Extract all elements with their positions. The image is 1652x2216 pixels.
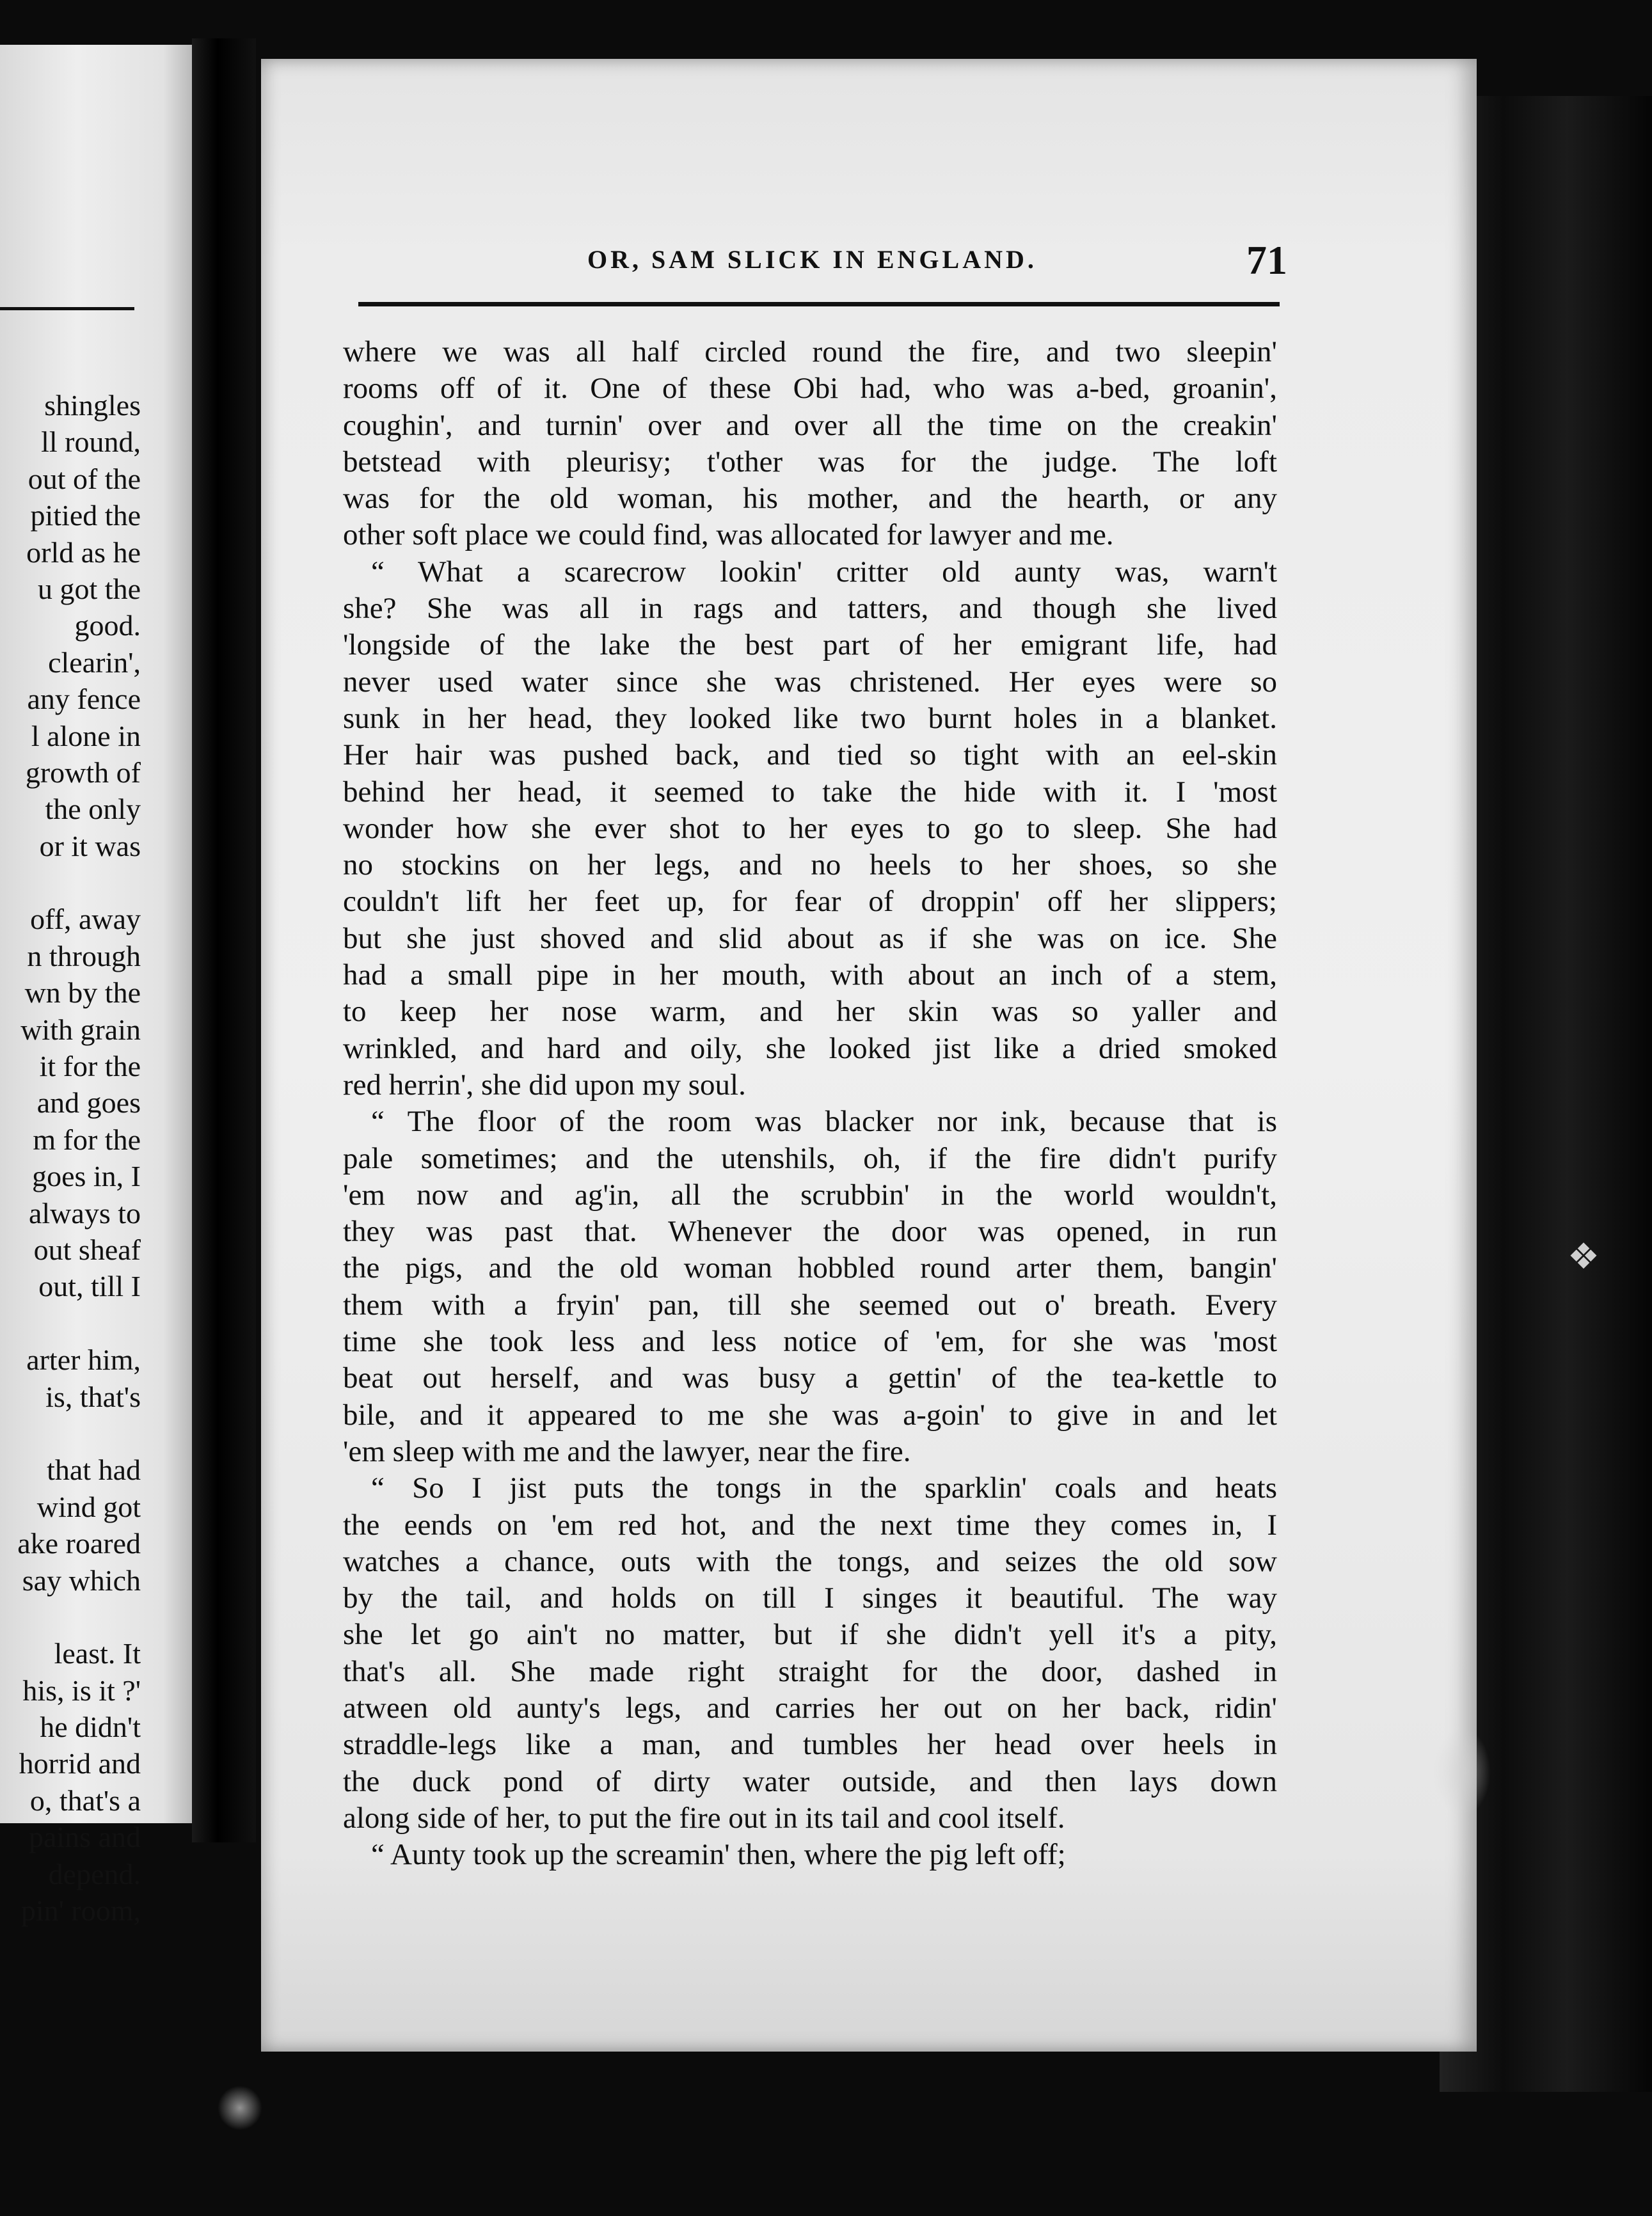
text-line: where we was all half circled round the fire, and two sleepin' [343, 335, 1277, 368]
previous-page-line: he didn't [40, 1711, 141, 1744]
text-line: never used water since she was christened. Her eyes were so [343, 665, 1277, 699]
text-line: watches a chance, outs with the tongs, and seizes the old sow [343, 1544, 1277, 1578]
previous-page-text [0, 387, 141, 1929]
previous-page-line: good. [74, 609, 141, 642]
page-body-text [343, 334, 1277, 1873]
text-line: “ The floor of the room was blacker nor ink, because that is [371, 1105, 1277, 1139]
page-smudge [1433, 1727, 1491, 1817]
binding-ornament-icon: ❖ [1567, 1236, 1600, 1278]
previous-page-line: least. It [54, 1637, 141, 1670]
previous-page-line: orld as he [26, 535, 141, 569]
text-line: rooms off of it. One of these Obi had, who was a-bed, groanin', [343, 372, 1277, 406]
previous-page-gap [0, 864, 141, 901]
previous-page-line: say which [22, 1563, 141, 1597]
text-line: wonder how she ever shot to her eyes to go to sleep. She had [343, 811, 1277, 845]
text-line: betstead with pleurisy; t'other was for the judge. The loft [343, 445, 1277, 479]
text-line: them with a fryin' pan, till she seemed out o' breath. Every [343, 1288, 1277, 1322]
previous-page-line: pitied the [30, 499, 141, 532]
text-line: along side of her, to put the fire out in its tail and cool itself. [343, 1801, 1065, 1835]
previous-page-line: ll round, [41, 425, 141, 459]
text-line: beat out herself, and was busy a gettin' of the tea-kettle to [343, 1361, 1277, 1395]
text-line: other soft place we could find, was allocated for lawyer and me. [343, 518, 1114, 552]
previous-page-line: u got the [38, 572, 141, 605]
text-line: no stockins on her legs, and no heels to her shoes, so she [343, 848, 1277, 882]
book-gutter [192, 38, 256, 1842]
previous-page-line: wind got [36, 1490, 141, 1523]
previous-page-line: is, that's [45, 1380, 141, 1413]
previous-page-line: any fence [27, 683, 141, 716]
text-line: “ Aunty took up the screamin' then, where the pig left off; [371, 1838, 1066, 1872]
previous-page-line: pin' room, [20, 1894, 141, 1927]
previous-page-rule [0, 307, 134, 310]
text-line: 'em now and ag'in, all the scrubbin' in the world wouldn't, [343, 1178, 1277, 1212]
previous-page-gap [0, 1599, 141, 1635]
previous-page-gap [0, 1305, 141, 1341]
text-line: sunk in her head, they looked like two burnt holes in a blanket. [343, 701, 1277, 735]
text-line: bile, and it appeared to me she was a-goin' to give in and let [343, 1398, 1277, 1432]
text-line: had a small pipe in her mouth, with about an inch of a stem, [343, 958, 1277, 992]
previous-page-line: pains and [28, 1821, 141, 1854]
text-line: was for the old woman, his mother, and the hearth, or any [343, 482, 1277, 516]
previous-page-line: that had [47, 1453, 141, 1487]
text-line: the duck pond of dirty water outside, and then lays down [343, 1764, 1277, 1798]
text-line: but she just shoved and slid about as if she was on ice. She [343, 921, 1277, 955]
previous-page-line: ake roared [17, 1527, 141, 1560]
previous-page-line: goes in, I [32, 1160, 141, 1193]
text-line: pale sometimes; and the utenshils, oh, if the fire didn't purify [343, 1141, 1277, 1175]
text-line: 'longside of the lake the best part of her emigrant life, had [343, 628, 1277, 662]
text-line: wrinkled, and hard and oily, she looked jist like a dried smoked [343, 1031, 1277, 1065]
previous-page-line: it for the [39, 1050, 141, 1083]
previous-page-line: shingles [44, 389, 141, 422]
previous-page-line: out, till I [38, 1270, 141, 1303]
text-line: the pigs, and the old woman hobbled round arter them, bangin' [343, 1251, 1277, 1285]
header-rule [358, 302, 1280, 306]
previous-page-line: m for the [33, 1123, 141, 1156]
previous-page-line: o, that's a [29, 1784, 141, 1817]
text-line: 'em sleep with me and the lawyer, near the fire. [343, 1434, 911, 1468]
previous-page-line: arter him, [26, 1343, 141, 1377]
text-line: coughin', and turnin' over and over all the time on the creakin' [343, 408, 1277, 442]
previous-page-line: horrid and [19, 1747, 141, 1780]
previous-page-line: depend. [48, 1857, 141, 1890]
previous-page-line: the only [45, 793, 141, 826]
previous-page-line: out sheaf [33, 1233, 141, 1266]
text-line: she? She was all in rags and tatters, and though she lived [343, 592, 1277, 626]
text-line: couldn't lift her feet up, for fear of droppin' off her slippers; [343, 885, 1277, 919]
previous-page-line: always to [28, 1196, 141, 1230]
text-line: by the tail, and holds on till I singes it beautiful. The way [343, 1581, 1277, 1615]
text-line: straddle-legs like a man, and tumbles her head over heels in [343, 1728, 1277, 1762]
text-line: “ What a scarecrow lookin' critter old aunty was, warn't [371, 555, 1277, 589]
previous-page-line: his, is it ?' [22, 1674, 141, 1707]
text-line: red herrin', she did upon my soul. [343, 1068, 746, 1102]
text-line: behind her head, it seemed to take the hide with it. I 'most [343, 775, 1277, 809]
previous-page-line: or it was [39, 829, 141, 862]
text-line: time she took less and less notice of 'em, for she was 'most [343, 1325, 1277, 1359]
text-line: to keep her nose warm, and her skin was so yaller and [343, 995, 1277, 1029]
text-line: Her hair was pushed back, and tied so tight with an eel-skin [343, 738, 1277, 772]
previous-page-line: with grain [20, 1013, 141, 1046]
text-line: “ So I jist puts the tongs in the sparklin' coals and heats [371, 1471, 1277, 1505]
previous-page-line: n through [27, 939, 141, 972]
previous-page-fragment [0, 45, 192, 1927]
previous-page-line: growth of [25, 756, 141, 789]
previous-page-line: clearin', [48, 645, 141, 679]
text-line: she let go ain't no matter, but if she didn't yell it's a pity, [343, 1618, 1277, 1652]
previous-page-line: l alone in [31, 719, 141, 752]
text-line: atween old aunty's legs, and carries her out on her back, ridin' [343, 1691, 1277, 1725]
page-number: 71 [1246, 237, 1287, 283]
previous-page-line: out of the [28, 462, 141, 495]
previous-page-gap [0, 1415, 141, 1452]
text-line: they was past that. Whenever the door was opened, in run [343, 1215, 1277, 1249]
previous-page-line: and goes [36, 1086, 141, 1120]
text-line: that's all. She made right straight for the door, dashed in [343, 1654, 1277, 1688]
previous-page-line: wn by the [24, 976, 141, 1009]
running-head: OR, SAM SLICK IN ENGLAND. [587, 245, 1037, 274]
corner-stain [218, 2085, 262, 2130]
previous-page-line: off, away [30, 903, 141, 936]
text-line: the eends on 'em red hot, and the next time they comes in, I [343, 1508, 1277, 1542]
